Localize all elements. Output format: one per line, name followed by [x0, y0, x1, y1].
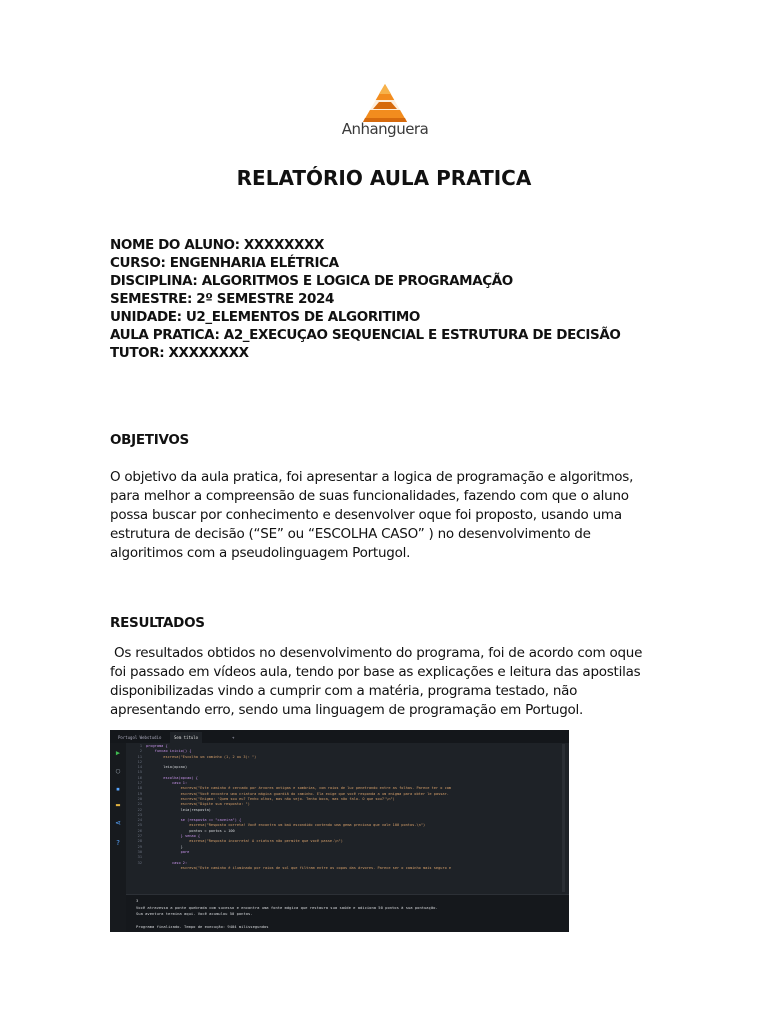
student-info [110, 236, 620, 362]
info-line: NOME DO ALUNO: XXXXXXXX [110, 237, 324, 253]
line-number: 2 [139, 749, 142, 754]
help-icon[interactable]: ? [115, 839, 121, 847]
code-line: } senao { [146, 834, 201, 839]
line-number: 15 [137, 770, 142, 775]
code-line: pare [146, 849, 190, 854]
ide-sidebar [110, 743, 126, 932]
console-line: Programa finalizado. Tempo de execução: 9404 milissegundos [136, 924, 269, 929]
line-number: 14 [137, 765, 142, 770]
code-line: escreva("Você encontra uma criatura mágica guardiã do caminho. Ela exige que você responda a um enigma para obter le passar. [146, 791, 449, 796]
line-number: 32 [137, 860, 142, 865]
document-title: RELATÓRIO AULA PRATICA [236, 166, 532, 190]
code-line: } [146, 844, 183, 849]
line-number: 21 [137, 802, 142, 807]
output-console [126, 894, 569, 932]
line-number: 27 [137, 834, 142, 839]
line-number: 20 [137, 796, 142, 801]
code-line: funcao inicio() { [146, 749, 192, 754]
line-number: 29 [137, 844, 142, 849]
line-numbers [128, 744, 142, 866]
line-number: 11 [137, 754, 142, 759]
console-line: 3 [136, 898, 139, 903]
resultados-heading: RESULTADOS [110, 615, 205, 631]
stop-icon[interactable]: ◯ [115, 767, 121, 775]
folder-icon[interactable]: ▬ [115, 801, 121, 809]
code-line: escreva("Este caminho é cercado por árvores antigas e sombrias, com raios de luz penetrando entre as folhas. Parece ter o cam [146, 786, 452, 791]
info-line: SEMESTRE: 2º SEMESTRE 2024 [110, 291, 334, 307]
line-number: 1 [139, 744, 142, 748]
anhanguera-logo [335, 82, 435, 142]
line-number: 24 [137, 818, 142, 823]
code-editor[interactable] [146, 744, 556, 871]
resultados-paragraph: Os resultados obtidos no desenvolvimento do programa, foi de acordo com oque foi passado em vídeos aula, tendo por base as explicações e leitura das apostilas disponibilizadas vindo a cumprir com a matéria, programa testado, não apresentando erro, sendo uma linguagem de programação em Portugol. [110, 645, 647, 718]
ide-tab-bar [110, 730, 569, 743]
tab-sem-titulo[interactable]: Sem título [170, 732, 202, 743]
info-line: UNIDADE: U2_ELEMENTOS DE ALGORITIMO [110, 309, 420, 325]
save-icon[interactable]: ▪ [115, 785, 121, 793]
code-line: caso 2: [146, 860, 188, 865]
code-line: leia(opcao) [146, 765, 188, 770]
line-number: 19 [137, 791, 142, 796]
editor-scrollbar[interactable] [562, 744, 565, 892]
share-icon[interactable]: ⋖ [115, 819, 121, 827]
code-line: escreva("Resposta correta! Você encontra um baú escondido contendo uma gema preciosa que vale 100 pontos.\n") [146, 823, 426, 828]
line-number: 31 [137, 855, 142, 860]
console-line: Você atravessa a ponte quebrada com sucesso e encontra uma fonte mágica que restaura sua saúde e adiciona 50 pontos à sua pontuação. [136, 904, 438, 910]
line-number: 12 [137, 759, 142, 764]
line-number: 16 [137, 775, 142, 780]
run-icon[interactable]: ▶ [115, 749, 121, 757]
new-tab-button[interactable]: + [232, 735, 235, 740]
code-line: se (resposta == "caveira") { [146, 818, 242, 823]
console-line: Sua aventura termina aqui. Você acumulou 50 pontos. [136, 911, 253, 916]
code-line: escreva("Escolha um caminho (1, 2 ou 3): ") [146, 754, 257, 759]
logo-triangle-icon [335, 82, 435, 122]
code-line: escreva("Resposta incorreta! A criatura não permite que você passe.\n") [146, 839, 343, 844]
objetivos-heading: OBJETIVOS [110, 432, 189, 448]
code-line: escolha(opcao) { [146, 775, 198, 780]
code-line: pontos = pontos + 100 [146, 828, 235, 833]
line-number: 23 [137, 812, 142, 817]
line-number: 17 [137, 781, 142, 786]
code-line: escreva("Este caminho é iluminado por raios de sol que filtram entre as copas das árvores. Parece ser o caminho mais seguro e [146, 865, 452, 870]
info-line: TUTOR: XXXXXXXX [110, 345, 249, 361]
logo-text: Anhanguera [341, 120, 429, 138]
code-line: escreva("Enigma: 'Quem sou eu? Tenho olhos, mas não vejo. Tenho boca, mas não falo. O que sou?'\n") [146, 796, 395, 801]
line-number: 25 [137, 823, 142, 828]
tab-portugol-webstudio[interactable]: Portugol Webstudio [118, 735, 162, 740]
line-number: 26 [137, 828, 142, 833]
line-number: 30 [137, 849, 142, 854]
line-number: 22 [137, 807, 142, 812]
line-number: 28 [137, 839, 142, 844]
code-line: escreva("Digite sua resposta: ") [146, 802, 250, 807]
line-number: 18 [137, 786, 142, 791]
info-line: AULA PRATICA: A2_EXECUÇAO SEQUENCIAL E ESTRUTURA DE DECISÃO [110, 327, 621, 343]
info-line: DISCIPLINA: ALGORITMOS E LOGICA DE PROGRAMAÇÃO [110, 273, 513, 289]
code-line: leia(resposta) [146, 807, 211, 812]
objetivos-paragraph: O objetivo da aula pratica, foi apresentar a logica de programação e algoritmos, para melhor a compreensão de suas funcionalidades, fazendo com que o aluno possa buscar por conhecimento e desenvolver oque foi proposto, usando uma estrutura de decisão (“SE” ou “ESCOLHA CASO” ) no desenvolvimento de algoritimos com a pseudolinguagem Portugol. [110, 469, 634, 561]
portugol-ide-screenshot [110, 730, 569, 932]
code-line: caso 1: [146, 781, 188, 786]
info-line: CURSO: ENGENHARIA ELÉTRICA [110, 255, 339, 271]
code-line: programa { [146, 744, 168, 748]
